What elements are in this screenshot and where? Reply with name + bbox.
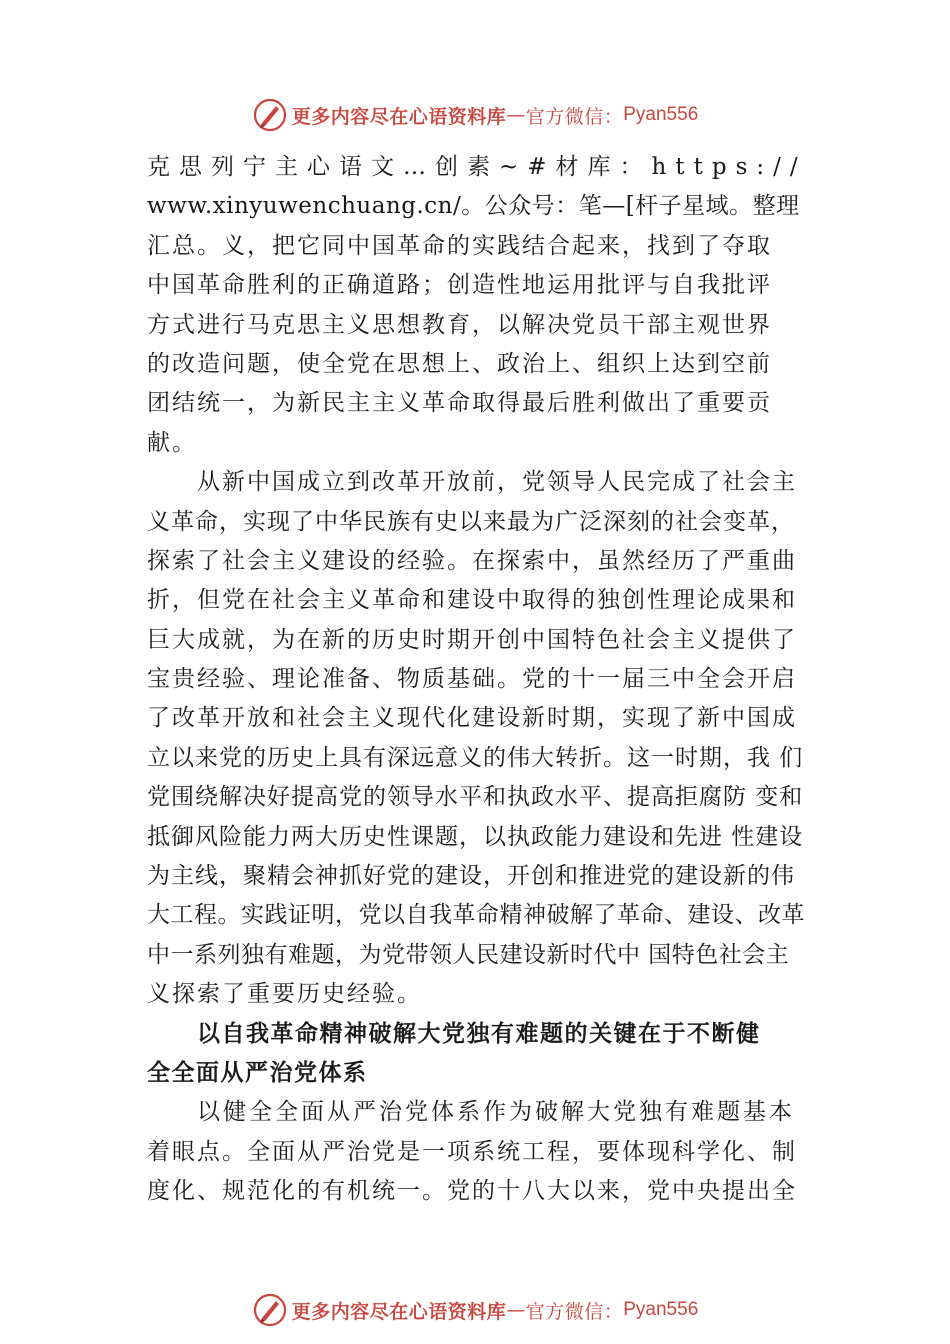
- banner-sub-text: 官方微信：: [525, 105, 624, 128]
- text-line: 的改造问题，使全党在思想上、政治上、组织上达到空前: [147, 350, 772, 377]
- banner-dash: —: [506, 1299, 526, 1321]
- banner-main-text: 更多内容尽在心语资料库: [291, 105, 507, 128]
- banner-wechat-id: Pyan556: [623, 1299, 699, 1320]
- text-line: 党围绕解决好提高党的领导水平和执政水平、提高拒腐防 变和: [147, 784, 804, 811]
- text-line: 折，但党在社会主义革命和建设中取得的独创性理论成果和: [147, 587, 797, 614]
- text-line: www.xinyuwenchuang.cn/。公众号：笔—[杆子星域。整理: [147, 193, 800, 220]
- text-line: 宝贵经验、理论准备、物质基础。党的十一届三中全会开启: [147, 666, 797, 693]
- text-line: 献。: [147, 429, 197, 456]
- text-line: 大工程。实践证明，党以自我革命精神破解了革命、建设、改革: [147, 902, 805, 929]
- text-line: 度化、规范化的有机统一。党的十八大以来，党中央提出全: [147, 1178, 797, 1205]
- text-line: 着眼点。全面从严治党是一项系统工程，要体现科学化、制: [147, 1138, 797, 1165]
- pen-logo-icon: [252, 1292, 288, 1328]
- text-line: 义探索了重要历史经验。: [147, 981, 422, 1008]
- document-body: [147, 148, 837, 1212]
- banner-sub-text: 官方微信：: [525, 1300, 624, 1323]
- pen-logo-icon: [252, 97, 288, 133]
- text-line: 巨大成就，为在新的历史时期开创中国特色社会主义提供了: [147, 626, 797, 653]
- section-heading-line: 以自我革命精神破解大党独有难题的关键在于不断健: [197, 1020, 761, 1047]
- text-line: 抵御风险能力两大历史性课题，以执政能力建设和先进 性建设: [147, 823, 804, 850]
- text-line: 克思列宁主心语文…创素~#材库：https://: [147, 154, 807, 180]
- text-line: 汇总。义，把它同中国革命的实践结合起来，找到了夺取: [147, 232, 772, 259]
- text-line: 从新中国成立到改革开放前，党领导人民完成了社会主: [197, 469, 797, 496]
- section-heading-line: 全全面从严治党体系: [147, 1059, 368, 1086]
- text-line: 了改革开放和社会主义现代化建设新时期，实现了新中国成: [147, 705, 797, 732]
- text-line: 立以来党的历史上具有深远意义的伟大转折。这一时期，我 们: [147, 744, 804, 771]
- text-line: 团结统一，为新民主主义革命取得最后胜利做出了重要贡: [147, 390, 772, 417]
- text-line: 探索了社会主义建设的经验。在探索中，虽然经历了严重曲: [147, 547, 797, 574]
- banner-main-text: 更多内容尽在心语资料库: [291, 1300, 507, 1323]
- text-line: 方式进行马克思主义思想教育，以解决党员干部主观世界: [147, 311, 772, 338]
- text-line: 以健全全面从严治党体系作为破解大党独有难题基本: [197, 1099, 795, 1126]
- banner-dash: —: [506, 104, 526, 126]
- text-line: 中国革命胜利的正确道路；创造性地运用批评与自我批评: [147, 272, 772, 299]
- text-line: 中一系列独有难题，为党带领人民建设新时代中 国特色社会主: [147, 941, 790, 968]
- banner-wechat-id: Pyan556: [623, 104, 699, 125]
- footer-watermark-banner: [0, 1290, 950, 1330]
- header-watermark-banner: [0, 95, 950, 135]
- text-line: 义革命，实现了中华民族有史以来最为广泛深刻的社会变革，: [147, 508, 795, 535]
- text-line: 为主线，聚精会神抓好党的建设，开创和推进党的建设新的伟: [147, 863, 795, 890]
